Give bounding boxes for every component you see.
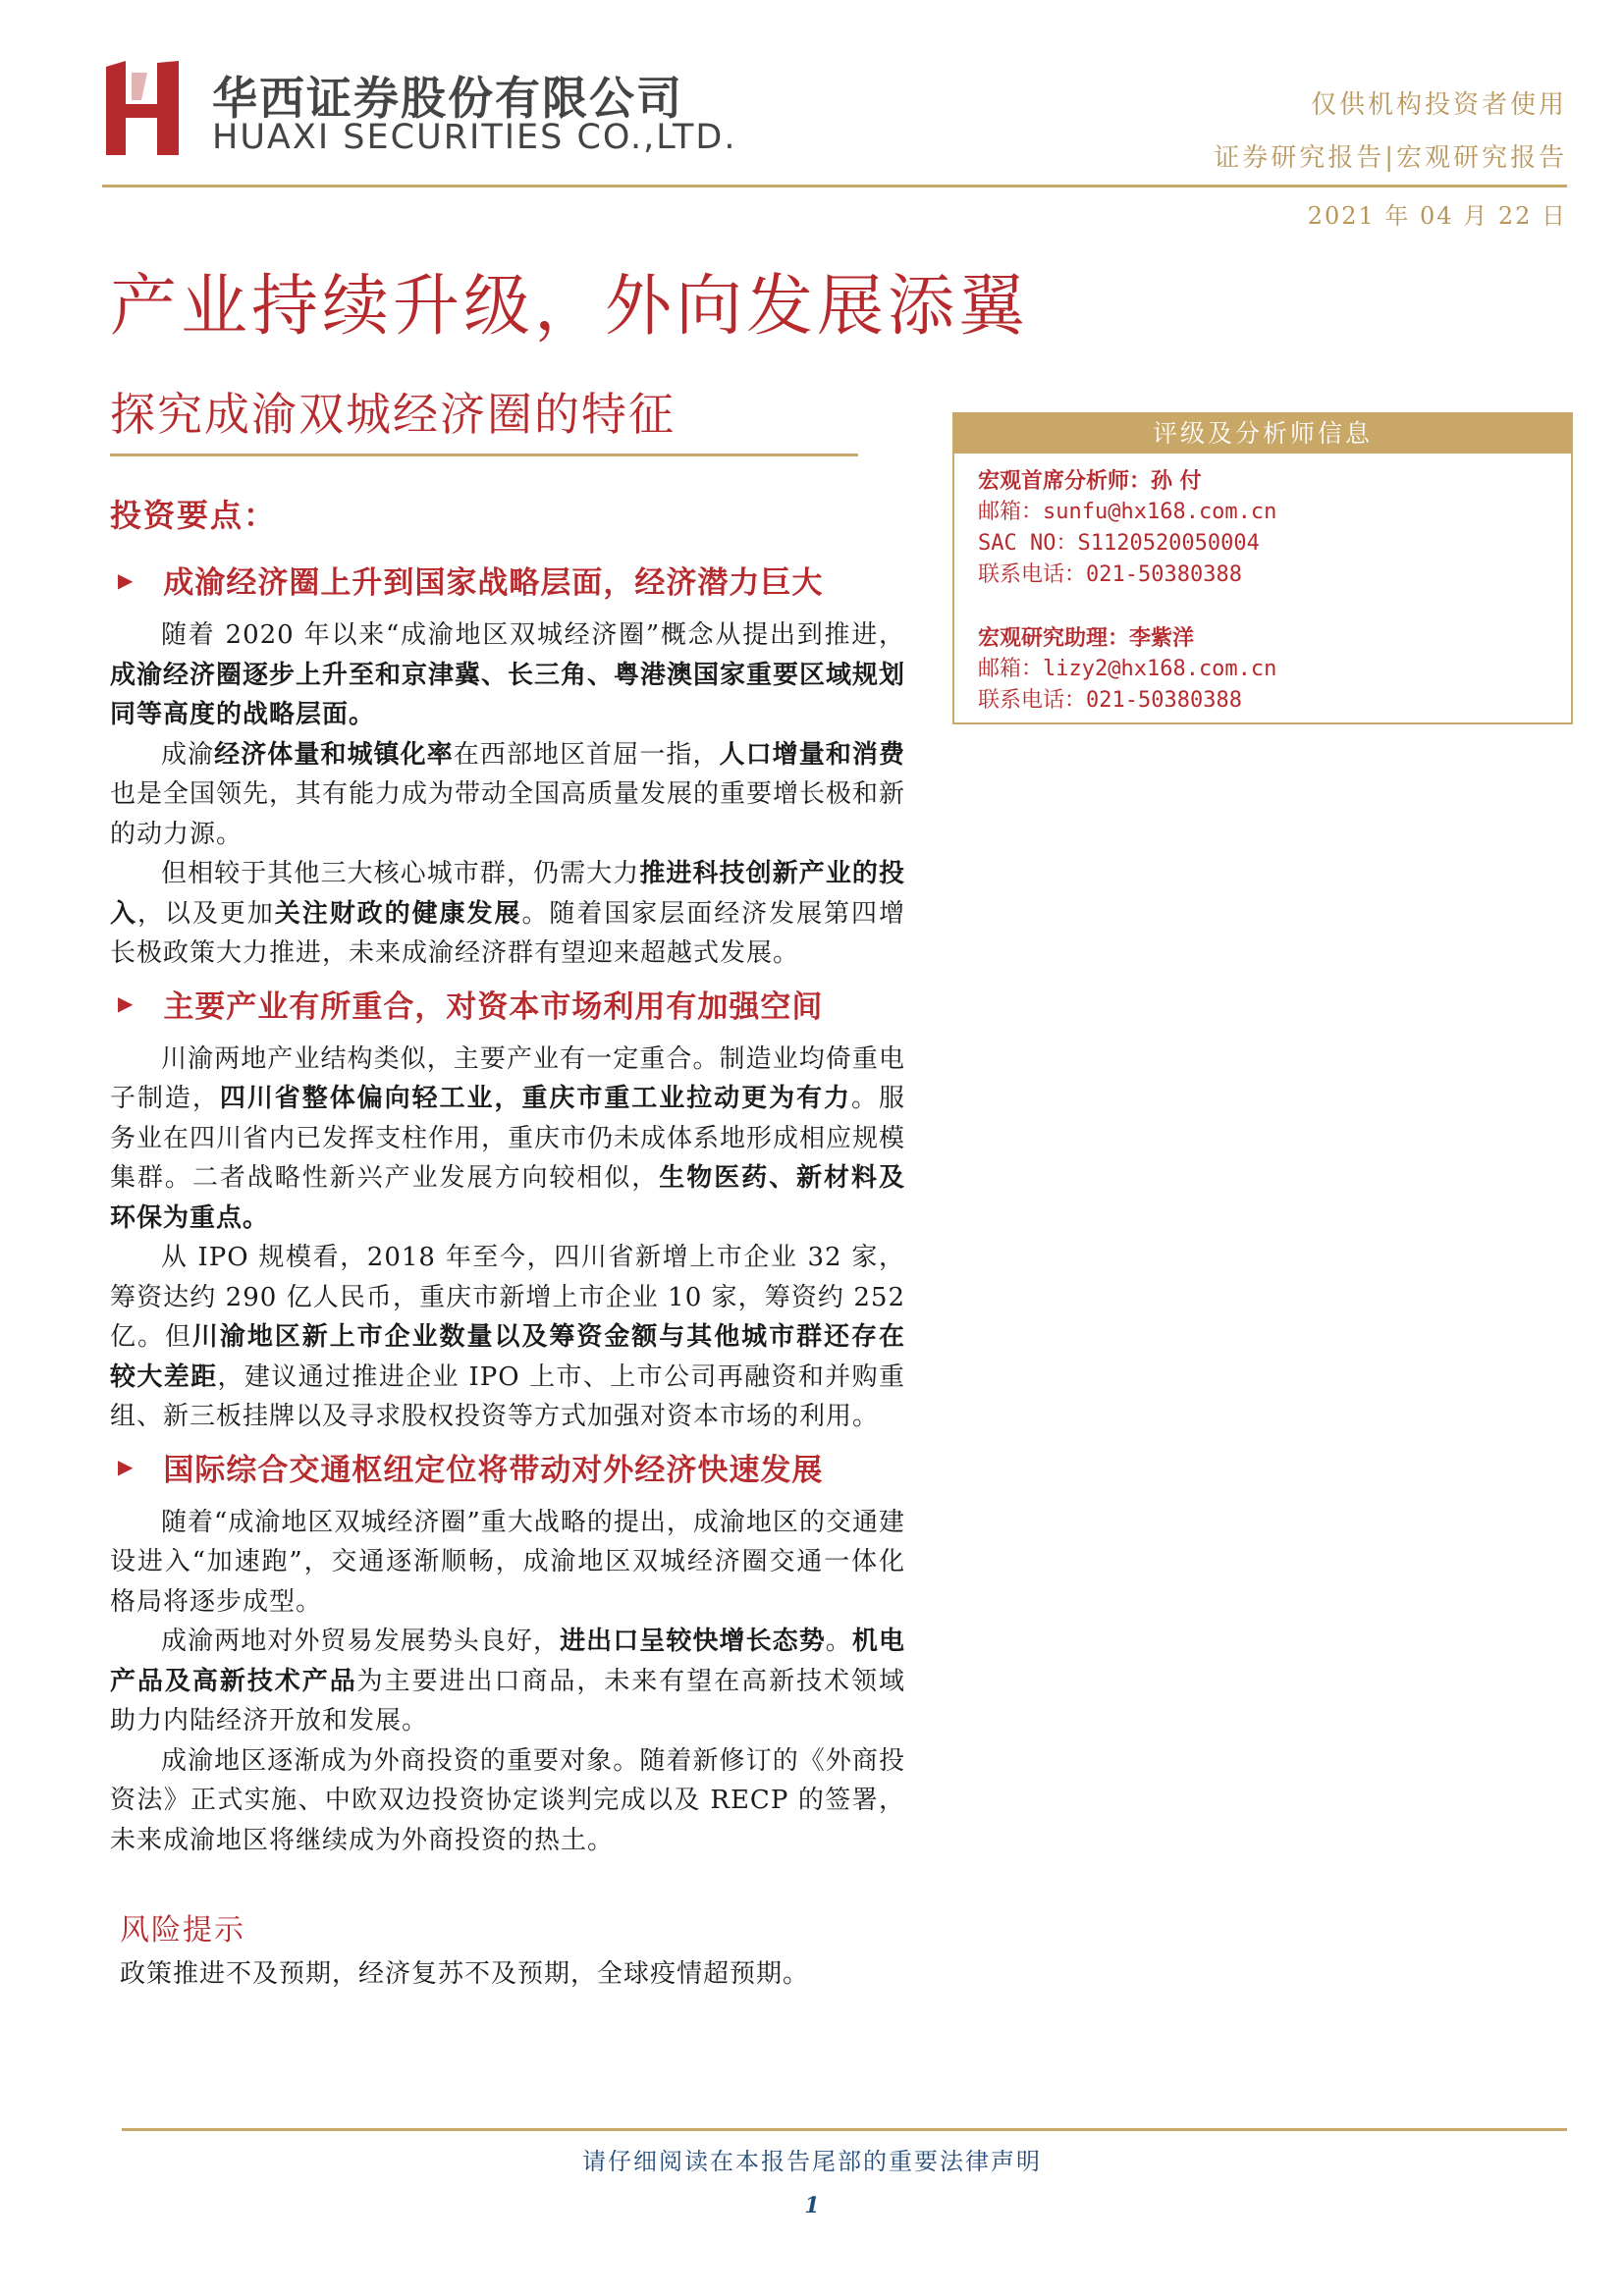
body-text: 。 [825,1627,852,1656]
page-number: 1 [804,2193,820,2218]
triangle-bullet-icon: ▶ [118,991,135,1015]
section-heading: 成渝经济圈上升到国家战略层面，经济潜力巨大 [163,565,824,601]
audience-note: 仅供机构投资者使用 [1310,90,1567,120]
body-text: 为主要进出口商品，未来有望在高新技术领域助力内陆经济开放和发展。 [110,1666,905,1735]
paragraph [110,1503,905,1623]
paragraph [110,1238,905,1437]
paragraph [110,1741,905,1861]
section-heading: 主要产业有所重合，对资本市场利用有加强空间 [163,988,824,1025]
body-text: ，以及更加 [136,898,275,929]
report-subtitle: 探究成渝双城经济圈的特征 [110,388,676,441]
investment-summary [110,491,905,1994]
emphasis-text: 推进科技创新产业的投入 [110,859,905,929]
analyst-1-phone: 联系电话：021-50380388 [978,562,1242,587]
risk-heading: 风险提示 [120,1913,245,1948]
body-text: ，建议通过推进企业 IPO 上市、上市公司再融资和并购重组、新三板挂牌以及寻求股权投资等方式加强对资本市场的利用。 [110,1362,905,1431]
analyst-2-email[interactable]: 邮箱：lizy2@hx168.com.cn [978,657,1277,681]
header-divider [102,185,1567,187]
risk-text: 政策推进不及预期，经济复苏不及预期，全球疫情超预期。 [120,1959,810,1989]
body-text: 随着 2020 年以来“成渝地区双城经济圈”概念从提出到推进， [161,620,905,650]
huaxi-logo-icon [102,61,189,155]
analyst-2-phone: 联系电话：021-50380388 [978,688,1242,713]
body-text: 但相较于其他三大核心城市群，仍需大力 [161,859,640,888]
emphasis-text: 川渝地区新上市企业数量以及筹资金额与其他城市群还存在较大差距 [110,1322,905,1392]
paragraph [110,1040,905,1239]
triangle-bullet-icon: ▶ [118,1455,135,1478]
analyst-1-name: 宏观首席分析师：孙 付 [978,468,1202,494]
body-text: 成渝 [161,739,215,770]
body-text: 成渝两地对外贸易发展势头良好， [161,1627,561,1656]
analyst-1-email[interactable]: 邮箱：sunfu@hx168.com.cn [978,500,1277,524]
analyst-1-sac: SAC NO：S1120520050004 [978,531,1260,556]
section-label: 投资要点： [110,497,278,534]
section-bullet [110,982,905,1026]
body-text: 随着“成渝地区双城经济圈”重大战略的提出，成渝地区的交通建设进入“加速跑”，交通逐渐顺畅，成渝地区双城经济圈交通一体化格局将逐步成型。 [110,1507,905,1617]
emphasis-text: 生物医药、新材料及环保为重点。 [110,1163,905,1233]
report-title: 产业持续升级，外向发展添翼 [110,268,1030,346]
paragraph [110,615,905,735]
section-bullet [110,1445,905,1489]
company-name-cn: 华西证券股份有限公司 [212,72,683,125]
body-text: 川渝两地产业结构类似，主要产业有一定重合。制造业均倚重电子制造， [110,1043,905,1113]
section-heading: 国际综合交通枢纽定位将带动对外经济快速发展 [163,1452,824,1488]
emphasis-text: 关注财政的健康发展 [274,898,522,929]
section-bullet [110,558,905,602]
report-type-note: 证券研究报告|宏观研究报告 [1214,143,1567,173]
emphasis-text: 人口增量和消费 [719,739,905,770]
body-text: 也是全国领先，其有能力成为带动全国高质量发展的重要增长极和新的动力源。 [110,779,906,849]
summary-section-2 [110,982,905,1437]
paragraph [110,1622,905,1741]
footer-divider [122,2128,1567,2131]
emphasis-text: 进出口呈较快增长态势 [560,1627,826,1656]
emphasis-text: 经济体量和城镇化率 [214,739,454,770]
emphasis-text: 机电产品及高新技术产品 [110,1627,905,1696]
body-text: 。随着国家层面经济发展第四增长极政策大力推进，未来成渝经济群有望迎来超越式发展。 [110,898,905,968]
emphasis-text: 四川省整体偏向轻工业，重庆市重工业拉动更为有力 [219,1084,851,1113]
report-date: 2021 年 04 月 22 日 [1307,202,1567,230]
paragraph [110,735,905,855]
analyst-2-name: 宏观研究助理：李紫洋 [978,625,1195,651]
body-text: 。服务业在四川省内已发挥支柱作用，重庆市仍未成体系地形成相应规模集群。二者战略性新兴产业发展方向较相似， [110,1084,906,1193]
summary-section-1 [110,558,905,974]
analyst-box-heading: 评级及分析师信息 [954,414,1571,454]
company-name-en: HUAXI SECURITIES CO.,LTD. [212,118,737,157]
legal-notice: 请仔细阅读在本报告尾部的重要法律声明 [582,2148,1042,2175]
triangle-bullet-icon: ▶ [118,567,135,592]
body-text: 在西部地区首屈一指， [453,739,720,770]
paragraph [110,854,905,974]
summary-section-3 [110,1445,905,1861]
emphasis-text: 成渝经济圈逐步上升至和京津冀、长三角、粤港澳国家重要区域规划同等高度的战略层面。 [110,660,906,729]
body-text: 成渝地区逐渐成为外商投资的重要对象。随着新修订的《外商投资法》正式实施、中欧双边投资协定谈判完成以及 RECP 的签署，未来成渝地区将继续成为外商投资的热土。 [110,1745,905,1855]
subtitle-divider [110,454,858,456]
analyst-info-box [952,412,1573,724]
body-text: 从 IPO 规模看，2018 年至今，四川省新增上市企业 32 家，筹资达约 290 亿人民币，重庆市新增上市企业 10 家，筹资约 252 亿。但 [110,1243,905,1352]
